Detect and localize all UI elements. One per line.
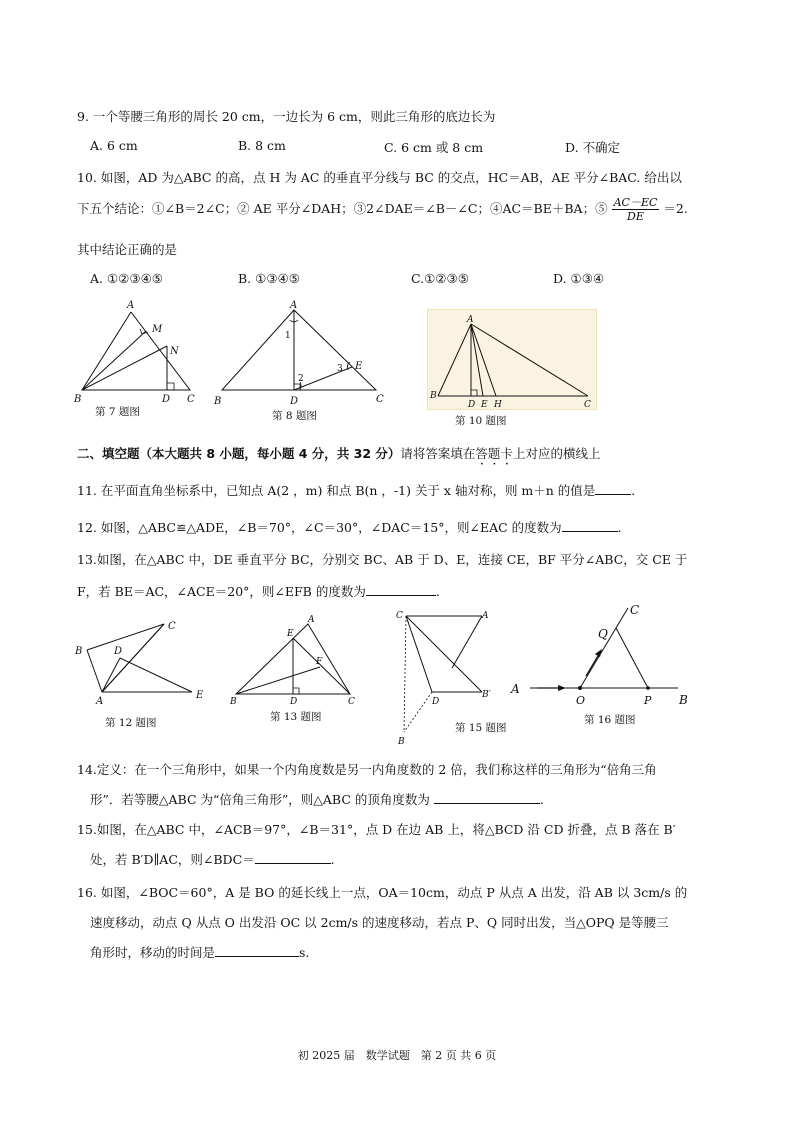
fig8-label-a: A [290,300,298,311]
q16-line1: 16. 如图，∠BOC＝60°，A 是 BO 的延长线上一点，OA＝10cm，动点 P 从点 A 出发，沿 AB 以 3cm/s 的 [77,885,688,900]
section-2-title: 二、填空题（本大题共 8 小题，每小题 4 分，共 32 分） [77,446,401,461]
fig12-label-c: C [168,621,176,632]
fig10-label-e: E [481,400,488,409]
q13-answer-blank[interactable] [366,583,436,596]
q10-line2 [77,196,688,223]
q10-fraction [612,196,660,223]
figure-13 [228,610,368,709]
fig7-label-c: C [187,394,195,404]
q13-line2-text: F，若 BE＝AC，∠ACE＝20°，则∠EFB 的度数为 [77,584,366,599]
figure-16-diagram [508,600,708,710]
fig12-label-b: B [75,646,83,657]
fig8-label-1: 1 [285,331,291,341]
fig10-label-h: H [494,400,502,409]
fig12-label-d: D [114,646,123,657]
fig7-label-m: M [152,324,163,335]
q15-answer-blank[interactable] [255,851,331,864]
q11: 11. 在平面直角坐标系中，已知点 A(2 ，m) 和点 B(n ，-1) 关于 x 轴对称，则 m＋n 的值是 . [77,483,636,498]
q10-line2-prefix: 下五个结论：①∠B＝2∠C；② AE 平分∠DAH；③2∠DAE＝∠B－∠C；④AC＝BE＋BA；⑤ [77,201,608,216]
q16-line3-prefix: 角形时，移动的时间是 [90,945,216,960]
fig8-label-b: B [214,396,222,407]
figure-15-caption: 第 15 题图 [455,722,507,734]
fig10-label-b: B [430,391,437,401]
q9-option-a: A. 6 cm [90,138,138,153]
q10-line2-suffix: ＝2. [663,201,688,216]
fig15-label-b-prime: B′ [482,690,491,700]
figure-7-caption: 第 7 题图 [95,406,140,418]
section-2-note-b: 上对应的横线上 [512,446,601,461]
figure-16-caption: 第 16 题图 [584,714,636,726]
q16-line2: 速度移动，动点 Q 从点 O 出发沿 OC 以 2cm/s 的速度移动，若点 P、Q 同时出发，当△OPQ 是等腰三 [90,915,669,930]
fig15-label-a: A [482,611,489,621]
figure-8 [212,298,392,411]
fig8-label-c: C [376,394,384,405]
q10-option-c: C.①②③⑤ [411,271,469,286]
figure-7 [72,298,202,407]
q13-line2: F，若 BE＝AC，∠ACE＝20°，则∠EFB 的度数为 . [77,584,440,599]
figure-16 [508,600,708,713]
q10-line1: 10. 如图，AD 为△ABC 的高，点 H 为 AC 的垂直平分线与 BC 的交点，HC＝AB，AE 平分∠BAC. 给出以 [77,170,682,185]
q12-text: 12. 如图，△ABC≌△ADE，∠B＝70°，∠C＝30°，∠DAC＝15°，则∠EAC 的度数为 [77,520,562,535]
q10-option-a: A. ①②③④⑤ [90,271,164,286]
section-2-note-dotted: 答题卡 [475,446,513,461]
q16-answer-blank[interactable] [215,944,299,957]
page-footer: 初 2025 届 数学试题 第 2 页 共 6 页 [297,1049,497,1062]
fig8-label-e: E [355,361,363,372]
section-2-note-a: 请将答案填在 [400,446,476,461]
q10-fraction-numerator: AC－EC [613,196,658,209]
fig16-label-a: A [511,682,520,696]
fig7-label-b: B [74,394,82,404]
fig8-label-d: D [290,396,299,407]
figure-8-caption: 第 8 题图 [272,410,317,422]
figure-12-caption: 第 12 题图 [105,717,157,729]
q15-line2: 处，若 B′D∥AC，则∠BDC＝ . [90,852,335,867]
fig13-label-d: D [290,697,298,706]
figure-13-caption: 第 13 题图 [270,711,322,723]
fig8-label-3: 3 [337,364,343,374]
q9-option-b: B. 8 cm [238,138,286,153]
fig13-label-c: C [348,697,355,706]
section-2-heading [77,444,600,468]
fig13-label-f: F [316,657,323,667]
figure-12-diagram [70,614,220,704]
q10-option-b: B. ①③④⑤ [238,271,300,286]
q16-line3-suffix: s. [299,945,310,960]
q12-answer-blank[interactable] [562,519,618,532]
q14-line2: 形”．若等腰△ABC 为“倍角三角形”，则△ABC 的顶角度数为 . [90,792,544,807]
fig10-label-a: A [467,315,474,325]
q9-stem: 9. 一个等腰三角形的周长 20 cm，一边长为 6 cm，则此三角形的底边长为 [77,109,496,124]
q11-text: 11. 在平面直角坐标系中，已知点 A(2 ，m) 和点 B(n ，-1) 关于 x 轴对称，则 m＋n 的值是 [77,483,596,498]
fig10-label-c: C [584,400,591,409]
fig16-label-p: P [644,694,652,707]
fig16-label-b: B [679,693,688,707]
q9-option-c: C. 6 cm 或 8 cm [384,140,484,155]
figure-10-caption: 第 10 题图 [455,415,507,427]
fig16-label-o: O [576,694,586,707]
fig13-label-e: E [287,629,294,639]
fig7-label-a: A [127,300,135,311]
q15-line1: 15.如图，在△ABC 中，∠ACB＝97°，∠B＝31°，点 D 在边 AB 上，将△BCD 沿 CD 折叠，点 B 落在 B′ [77,822,676,837]
q14-answer-blank[interactable] [434,791,540,804]
q10-option-d: D. ①③④ [553,271,605,286]
q12: 12. 如图，△ABC≌△ADE，∠B＝70°，∠C＝30°，∠DAC＝15°，则∠EAC 的度数为 . [77,520,622,535]
fig15-label-c: C [396,611,403,621]
q11-answer-blank[interactable] [595,482,631,495]
q14-line1: 14.定义：在一个三角形中，如果一个内角度数是另一内角度数的 2 倍，我们称这样的三角形为“倍角三角 [77,762,657,777]
fig15-label-b: B [398,737,405,747]
figure-10 [427,309,597,410]
figure-10-diagram [428,310,596,409]
fig12-label-a: A [96,696,104,704]
q9-option-d: D. 不确定 [565,140,621,155]
q14-line2-text: 形”．若等腰△ABC 为“倍角三角形”，则△ABC 的顶角度数为 [90,792,430,807]
fig12-label-e: E [196,690,204,701]
q16-line3 [90,943,309,961]
fig8-label-2: 2 [298,374,304,384]
fig15-label-d: D [432,697,440,707]
fig16-label-q: Q [598,627,608,641]
fig13-label-b: B [230,697,237,706]
figure-8-diagram [212,298,392,408]
fig7-label-n: N [170,346,179,357]
figure-7-diagram [72,298,202,404]
figure-13-diagram [228,610,368,706]
fig13-label-a: A [308,615,315,625]
fig16-label-c: C [630,603,640,617]
q10-fraction-denominator: DE [627,210,644,223]
q15-line2-text: 处，若 B′D∥AC，则∠BDC＝ [90,852,255,867]
q13-line1: 13.如图，在△ABC 中，DE 垂直平分 BC，分别交 BC、AB 于 D、E，连接 CE，BF 平分∠ABC，交 CE 于 [77,552,688,567]
q10-line3: 其中结论正确的是 [77,242,178,257]
figure-12 [70,614,220,707]
fig7-label-d: D [162,394,171,404]
fig10-label-d: D [468,400,476,409]
